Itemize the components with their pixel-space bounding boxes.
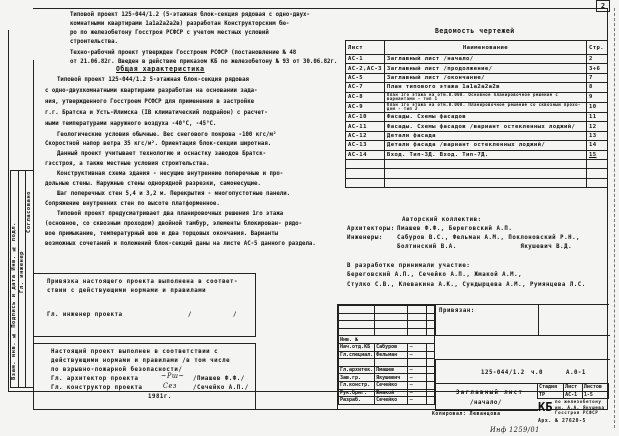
text-line: вое примыкание, температурный шов и два торцовых окончания. Варианты	[45, 230, 279, 237]
sheet-code-cell: АС-14	[346, 150, 385, 159]
architects-label: Архитекторы:	[347, 225, 395, 232]
constructor-signature: Сез	[163, 382, 177, 390]
signer-date	[427, 381, 435, 389]
text-line: возможных сочетаний и положений блок-секций даны на листе АС-5 данного раздела.	[45, 240, 316, 247]
text-line: Привязка настоящего проекта выполнена в соответ-	[47, 278, 239, 285]
sheet-code-cell: АС-9	[346, 102, 385, 112]
sheet-name-cell: План 1го этажа на отм.0.000. Основное планировочное решение с вариантами - тип 1	[384, 92, 586, 102]
stamp-vertical-text: Согласовано	[26, 191, 32, 233]
header-cell: Стр.	[587, 41, 608, 55]
empty-cell	[408, 313, 427, 321]
signer-sig: ∽	[408, 389, 427, 397]
inv-number: Инв. №	[339, 336, 435, 344]
empty-cell	[375, 321, 408, 329]
empty-cell	[427, 306, 435, 314]
empty-cell	[427, 328, 435, 336]
authors-title: Авторский коллектив:	[402, 216, 482, 223]
table-row	[346, 55, 608, 64]
signer-sig: ∽	[408, 381, 427, 389]
archive-number: Арх. № 27620-5	[538, 418, 586, 424]
text-line: гэсстроя, а также местные условия строительства.	[45, 160, 210, 167]
sheet-code-cell: АС-5	[346, 73, 385, 82]
text-line: Техно-рабочий проект утвержден Госстроем РСФСР (постановление № 48	[70, 49, 297, 56]
signer-row	[339, 366, 435, 374]
sheet-name-cell: Заглавный лист /начало/	[384, 55, 586, 64]
text-line: ния, утвержденного Госстроем РСФСР для применения в застройке	[45, 98, 255, 105]
sheets-value: 1-5	[582, 391, 608, 399]
signer-name	[375, 359, 408, 367]
right-edge-line	[614, 8, 615, 428]
compliance-box	[33, 343, 256, 409]
stage-label: Стадия	[538, 384, 564, 392]
participants-names: Стулко С.В., Клевакина А.К., Сундырцева А.М., Румянцева Л.С.	[347, 281, 586, 288]
signer-sig: ∽	[408, 374, 427, 382]
table-row	[346, 150, 608, 159]
empty-cell	[427, 321, 435, 329]
sheet-code-cell: АС-7	[346, 83, 385, 92]
org-cell	[537, 400, 609, 416]
org-line: им. А.А. Якушева	[555, 405, 605, 411]
copied-by: Копировал: Леванцова	[432, 411, 501, 417]
signer-row	[339, 381, 435, 389]
sheet-name-cell	[384, 178, 586, 187]
year: 1981г.	[148, 393, 172, 400]
sheet-name-cell: Заглавный лист /окончание/	[384, 73, 586, 82]
text-line: ными температурами наружного воздуха -40°С, -45°С.	[45, 120, 217, 127]
text-line: г.г. Братска и Усть-Илимска (IВ климатический подрайон) с расчет-	[45, 109, 268, 116]
engineers-names: Сабуров В.С., Фельман А.М., Поклоновский Р.Н.,	[397, 234, 581, 241]
stage-value: ТР	[538, 391, 564, 399]
sheet-code-cell: АС-11	[346, 122, 385, 131]
drawings-list-title: Ведомость чертежей	[435, 27, 515, 35]
text-line: комнатными квартирами 1а1а2а2а2в) разработан Конструкторским бю-	[70, 20, 290, 27]
empty-cell	[375, 313, 408, 321]
table-row	[346, 122, 608, 131]
general-heading: Общая характеристика	[116, 65, 205, 73]
text-line: Типовой проект 125-044/1.2 (5-этажная блок-секция рядовая с одно-двух-	[70, 11, 310, 18]
left-stamp	[10, 170, 34, 388]
table-row	[346, 159, 608, 168]
sheet-value: АС-1	[564, 391, 583, 399]
page-cell: 9	[587, 92, 608, 102]
text-line: с одно-двухкомнатными квартирами разработан на основании зада-	[45, 87, 258, 94]
signer-date	[427, 343, 435, 351]
table-row	[346, 83, 608, 92]
sheet-name-cell: Вход. Тип-3Д. Вход. Тип-7Д.	[384, 150, 586, 159]
sheet-code-cell: АС-12	[346, 131, 385, 140]
project-code: 125-044/1.2	[481, 369, 525, 376]
page-cell	[587, 169, 608, 178]
cell-divider	[538, 305, 539, 335]
signer-role: Гл.специал.	[340, 351, 374, 358]
org-line: по железобетону	[555, 400, 602, 405]
text-line: строительства.	[70, 38, 118, 45]
signer-name: Сечейко	[375, 397, 408, 405]
participants-title: В разработке принимали участие:	[347, 262, 471, 269]
signer-name: Фельман	[375, 351, 408, 359]
sheet-code-cell: АС-1	[346, 55, 385, 64]
sheet-code-cell: АС-10	[346, 112, 385, 121]
sheet-name-cell: Заглавный лист /продолжение/	[384, 64, 586, 73]
text-line: от 21.06.82г. Введен в действие приказом КБ по железобетону № 93 от 30.06.82г.	[70, 58, 338, 65]
signer-role: Гл.архитек.	[340, 367, 374, 374]
signer-date	[427, 359, 435, 367]
text-line: Настоящий проект выполнен в соответствии с	[51, 348, 219, 355]
constructor-name: /Сечейко А.П./	[193, 384, 249, 391]
page-cell: 7	[587, 73, 608, 82]
signers-table	[338, 305, 435, 405]
sheet-title: Заглавный лист	[456, 389, 524, 396]
page-cell: 10	[587, 102, 608, 112]
code-cell	[435, 359, 610, 384]
sheet-code-cell: АС-8	[346, 92, 385, 102]
header-cell: Лист	[346, 41, 385, 55]
text-line: (основное, со сквозным проходом) двойной тамбур, элементы блокирован- рядо-	[45, 220, 303, 227]
org-logo: КБ	[538, 400, 553, 414]
text-line: Шаг поперечных стен 5,4 и 3,2 м. Перекрытия - многопустотные панели.	[57, 190, 291, 197]
sheet-title-sub: /начало/	[470, 399, 502, 406]
chief-engineer-label: Гл. инженер проекта	[47, 311, 123, 318]
architect-name: /Пмашев Ф.Ф./	[193, 375, 245, 382]
text-line: действующими нормами и правилами /в том числе	[51, 357, 231, 364]
signer-sig: ∽	[408, 397, 427, 405]
empty-cell	[339, 321, 375, 329]
text-line: Данный проект учитывает технологию и оснастку заводов Братск-	[57, 150, 267, 157]
page-cell: 3÷6	[587, 64, 608, 73]
table-row	[346, 92, 608, 102]
signer-role: Рук.бриг.	[339, 389, 375, 397]
binding-box	[33, 273, 256, 337]
volume: ч.0	[531, 369, 543, 376]
architect-signature: ~Рш~	[161, 372, 185, 380]
page-cell: 13	[587, 131, 608, 140]
text-line: дольные стены. Наружные стены однорядной разрезки, самонесущие.	[45, 180, 261, 187]
signer-sig	[408, 359, 427, 367]
table-row	[346, 112, 608, 121]
text-line: Геологические условия обычные. Вес снегового покрова -100 кгс/м²	[57, 131, 277, 138]
table-row	[346, 178, 608, 187]
empty-row	[339, 328, 435, 336]
empty-cell	[408, 328, 427, 336]
signer-date	[427, 366, 435, 374]
page-cell	[587, 159, 608, 168]
org-line: Госстроя РСФСР	[555, 411, 599, 416]
sheet-code-cell: АС-13	[346, 141, 385, 150]
empty-cell	[339, 306, 375, 314]
sheet-label: Лист	[564, 384, 583, 392]
signature-slash: /	[188, 311, 192, 318]
album: А.0-1	[566, 369, 586, 376]
sheet-number-box	[596, 0, 610, 12]
table-row	[346, 169, 608, 178]
sheet-name-cell: План 1го этажа на отм.0.000. Планировочное решение со сквозным прохо-дом - тип 2	[384, 102, 586, 112]
table-row	[346, 64, 608, 73]
attached-label: Привязан:	[439, 307, 475, 314]
text-line: по взрывно-пожарной безопасности/	[51, 366, 183, 373]
signer-row	[339, 359, 435, 367]
signer-role: Зав.гр.	[339, 374, 375, 382]
sheet-name-cell	[384, 159, 586, 168]
empty-cell	[427, 313, 435, 321]
empty-cell	[375, 328, 408, 336]
empty-row	[339, 306, 435, 314]
signer-role	[339, 359, 375, 367]
sheet-code-cell: АС-2,АС-3	[346, 64, 385, 73]
text-line: Скоростной напор ветра 35 кгс/м². Ориентация блок-секции широтная.	[45, 140, 272, 147]
drawings-list-table	[345, 40, 608, 188]
empty-row	[339, 313, 435, 321]
inv-row	[339, 336, 435, 344]
table-row	[346, 141, 608, 150]
signer-row	[339, 397, 435, 405]
table-row	[346, 73, 608, 82]
empty-cell	[375, 306, 408, 314]
page-cell	[587, 178, 608, 187]
signer-row	[339, 351, 435, 359]
signer-row	[339, 374, 435, 382]
sheet-name-cell: Фасады. Схемы фасадов	[384, 112, 586, 121]
empty-cell	[408, 306, 427, 314]
text-line: Сопряжение внутренних стен по высоте платформенное.	[45, 200, 220, 207]
signer-role: Нач.отд.КБ	[339, 343, 375, 351]
table-row	[346, 131, 608, 140]
sheet-name-cell: Детали фасада	[384, 131, 586, 140]
header-cell: Наименование	[384, 41, 586, 55]
sheet-name-cell: Фасады. Схемы фасадов /вариант остекленных лоджий/	[384, 122, 586, 131]
signer-role: Разраб.	[339, 397, 375, 405]
stamp-vertical-text: Гл. инженер	[19, 251, 25, 293]
sheet-title-cell	[435, 383, 538, 411]
text-line: Типовой проект 125-044/1.2 5-этажная блок-секция рядовая	[57, 76, 249, 83]
signer-row	[339, 389, 435, 397]
signer-name: Жмакой	[375, 389, 408, 397]
page-cell: 14	[587, 141, 608, 150]
signer-sig: ∽	[408, 343, 427, 351]
signer-date	[427, 397, 435, 405]
signature-slash: /	[233, 311, 237, 318]
empty-cell	[339, 328, 375, 336]
engineers-label: Инженеры:	[347, 234, 383, 241]
attached-cell	[435, 305, 610, 336]
table-row	[346, 102, 608, 112]
table-header-row	[346, 41, 608, 55]
signer-date	[427, 351, 435, 359]
sheet-number: 2	[600, 2, 606, 10]
text-line: ствии с действующими нормами и правилами	[47, 287, 207, 294]
empty-row	[339, 321, 435, 329]
page-cell: 8	[587, 83, 608, 92]
architect-label: Гл. архитектор проекта	[51, 375, 139, 382]
stamp-vertical-text: Взам. инв. № Подпись и дата Инв. № подл.	[11, 222, 17, 380]
page-cell: 2	[587, 55, 608, 64]
signer-row	[339, 343, 435, 351]
signer-sig: ∽	[408, 366, 427, 374]
empty-cell	[408, 321, 427, 329]
text-line: ро по железобетону Госстроя РСФСР с учетом местных условий	[70, 29, 269, 36]
handwritten-number: Инф 1259/01	[490, 426, 540, 434]
sheet-name-cell	[384, 169, 586, 178]
constructor-label: Гл. конструктор проекта	[51, 384, 143, 391]
page-cell: 12	[587, 122, 608, 131]
participants-names: Береговский А.П., Сечейко А.П., Жмакой А.М.,	[347, 271, 523, 278]
signer-sig: ∽	[408, 351, 427, 359]
engineers-names: Болтинский В.А. Якушевич В.Д.	[397, 243, 573, 250]
sheet-name-cell: Детали фасада /вариант остекленных лоджий/	[384, 141, 586, 150]
stage-table	[537, 383, 609, 399]
text-line: Типовой проект предусматривает два планировочных решения 1го этажа	[57, 210, 284, 217]
architects-names: Пмашев Ф.Ф., Береговский А.П.	[397, 225, 513, 232]
sheet-code-cell	[346, 159, 385, 168]
sheet-code-cell	[346, 178, 385, 187]
empty-cell	[339, 313, 375, 321]
sheets-label: Листов	[582, 384, 608, 392]
page-cell: 15	[587, 150, 608, 159]
outer-left-line	[8, 30, 9, 392]
sheet-code-cell	[346, 169, 385, 178]
signer-name: Якушевич	[375, 374, 408, 382]
sheet-name-cell: План типового этажа 1а1а2а2а2в	[384, 83, 586, 92]
signer-role: Гл.констр.	[339, 381, 375, 389]
text-line: Конструктивная схема здания - несущие внутренние поперечные и про-	[57, 170, 284, 177]
signer-name: Сечейко	[375, 381, 408, 389]
page-cell: 11	[587, 112, 608, 121]
signer-date	[427, 374, 435, 382]
signer-date	[427, 389, 435, 397]
signer-name: Пмашев	[375, 366, 408, 374]
signer-name: Сабуров	[375, 343, 408, 351]
